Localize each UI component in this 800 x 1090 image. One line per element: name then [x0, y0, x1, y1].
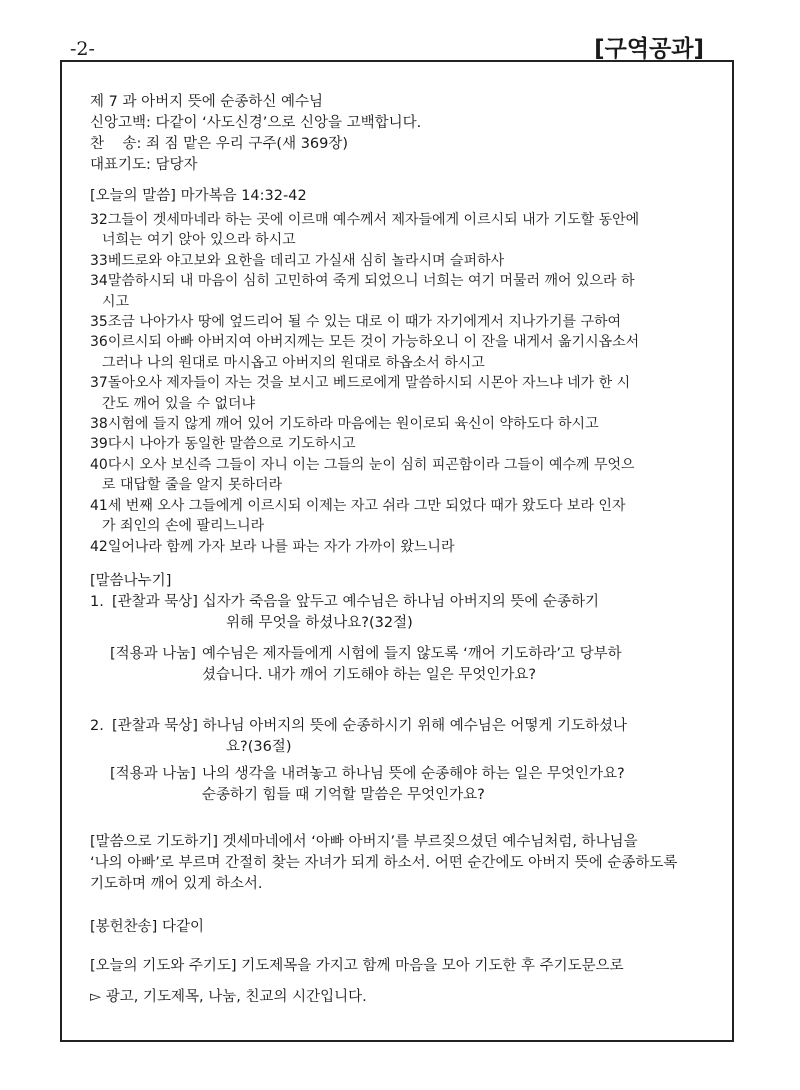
application-text: 예수님은 제자들에게 시험에 들지 않도록 ‘깨어 기도하라’고 당부하 [201, 645, 622, 662]
verse [90, 210, 720, 251]
verse-text: 37돌아오사 제자들이 자는 것을 보시고 베드로에게 말씀하시되 시몬아 자느냐 네가 한 시 [90, 375, 631, 392]
application-label: [적용과 나눔] [110, 645, 196, 662]
application-text: 나의 생각을 내려놓고 하나님 뜻에 순종해야 하는 일은 무엇인가요? [201, 765, 625, 782]
application-text-cont: 순종하기 힘들 때 기억할 말씀은 무엇인가요? [201, 786, 485, 803]
verse-text: 35조금 나아가사 땅에 엎드리어 될 수 있는 대로 이 때가 자기에게서 지나가기를 구하여 [90, 314, 622, 331]
prayer-line: 기도하며 깨어 있게 하소서. [90, 875, 263, 892]
application-2 [110, 764, 720, 806]
verse-continuation: 로 대답할 줄을 알지 못하더라 [102, 477, 283, 494]
verse [90, 455, 720, 496]
application-1 [110, 644, 720, 686]
verse-continuation: 간도 깨어 있을 수 없더냐 [102, 395, 256, 412]
verse-text: 32그들이 겟세마네라 하는 곳에 이르매 예수께서 제자들에게 이르시되 내가 기도할 동안에 [90, 212, 640, 228]
verse-text: 42일어나라 함께 가자 보라 나를 파는 자가 가까이 왔느니라 [90, 538, 455, 555]
verse [90, 251, 720, 271]
application-text-cont: 셨습니다. 내가 깨어 기도해야 하는 일은 무엇인가요? [201, 666, 537, 683]
scripture-heading: [오늘의 말씀] 마가복음 14:32-42 [90, 188, 307, 204]
page-number: -2- [70, 38, 95, 60]
verse [90, 312, 720, 332]
verse [90, 496, 720, 537]
verse-continuation: 시고 [102, 293, 130, 310]
question-text: [관찰과 묵상] 하나님 아버지의 뜻에 순종하시기 위해 예수님은 어떻게 기도하셨나 [112, 717, 628, 734]
verse-text: 41세 번째 오사 그들에게 이르시되 이제는 자고 쉬라 그만 되었다 때가 왔도다 보라 인자 [90, 497, 626, 514]
verse-text: 38시험에 들지 않게 깨어 있어 기도하라 마음에는 원이로되 육신이 약하도다 하시고 [90, 416, 599, 433]
verse-continuation: 그러나 나의 원대로 마시옵고 아버지의 원대로 하옵소서 하시고 [102, 354, 485, 371]
question-text-cont: 위해 무엇을 하셨나요?(32절) [226, 614, 413, 631]
verse-text: 33베드로와 야고보와 요한을 데리고 가실새 심히 놀라시며 슬퍼하사 [90, 252, 505, 269]
lesson-content [90, 92, 720, 1008]
section-title: [구역공과] [594, 36, 704, 62]
creed-line: 신앙고백: 다같이 ‘사도신경’으로 신앙을 고백합니다. [90, 115, 422, 131]
today-prayer: [오늘의 기도와 주기도] 기도제목을 가지고 함께 마음을 모아 기도한 후 주기도문으로 [90, 957, 624, 974]
question-1 [90, 592, 720, 634]
verse-continuation: 가 죄인의 손에 팔리느니라 [102, 518, 265, 535]
verse [90, 414, 720, 434]
sharing-heading: [말씀나누기] [90, 572, 172, 589]
verse [90, 332, 720, 373]
question-text-cont: 요?(36절) [226, 738, 292, 755]
prayer-line: [말씀으로 기도하기] 겟세마네에서 ‘아빠 아버지’를 부르짖으셨던 예수님처럼, 하나님을 [90, 833, 638, 850]
verse [90, 537, 720, 557]
lesson-title: 제 7 과 아버지 뜻에 순종하신 예수님 [90, 94, 323, 110]
prayer-line: ‘나의 아빠’로 부르며 간절히 찾는 자녀가 되게 하소서. 어떤 순간에도 아버지 뜻에 순종하도록 [90, 854, 678, 871]
question-number: 2. [90, 717, 104, 734]
announcement: ▻ 광고, 기도제목, 나눔, 친교의 시간입니다. [90, 988, 367, 1005]
question-number: 1. [90, 593, 104, 610]
question-2 [90, 716, 720, 758]
verse-text: 36이르시되 아빠 아버지여 아버지께는 모든 것이 가능하오니 이 잔을 내게서 옮기시옵소서 [90, 334, 640, 351]
verse-text: 34말씀하시되 내 마음이 심히 고민하여 죽게 되었으니 너희는 여기 머물러 깨어 있으라 하 [90, 273, 635, 290]
prayer-with-word [90, 832, 720, 895]
verse [90, 373, 720, 414]
verse-text: 40다시 오사 보신즉 그들이 자니 이는 그들의 눈이 심히 피곤함이라 그들이 예수께 무엇으 [90, 456, 635, 473]
prayer-leader-line: 대표기도: 담당자 [90, 157, 198, 173]
question-text: [관찰과 묵상] 십자가 죽음을 앞두고 예수님은 하나님 아버지의 뜻에 순종하기 [112, 593, 600, 610]
verse-text: 39다시 나아가 동일한 말씀으로 기도하시고 [90, 436, 356, 453]
verse-continuation: 너희는 여기 앉아 있으라 하시고 [102, 232, 296, 249]
application-label: [적용과 나눔] [110, 765, 196, 782]
verse-list [90, 210, 720, 557]
verse [90, 271, 720, 312]
verse [90, 434, 720, 454]
offering-hymn: [봉헌찬송] 다같이 [90, 918, 204, 935]
hymn-line: 찬 송: 죄 짐 맡은 우리 구주(새 369장) [90, 136, 349, 152]
